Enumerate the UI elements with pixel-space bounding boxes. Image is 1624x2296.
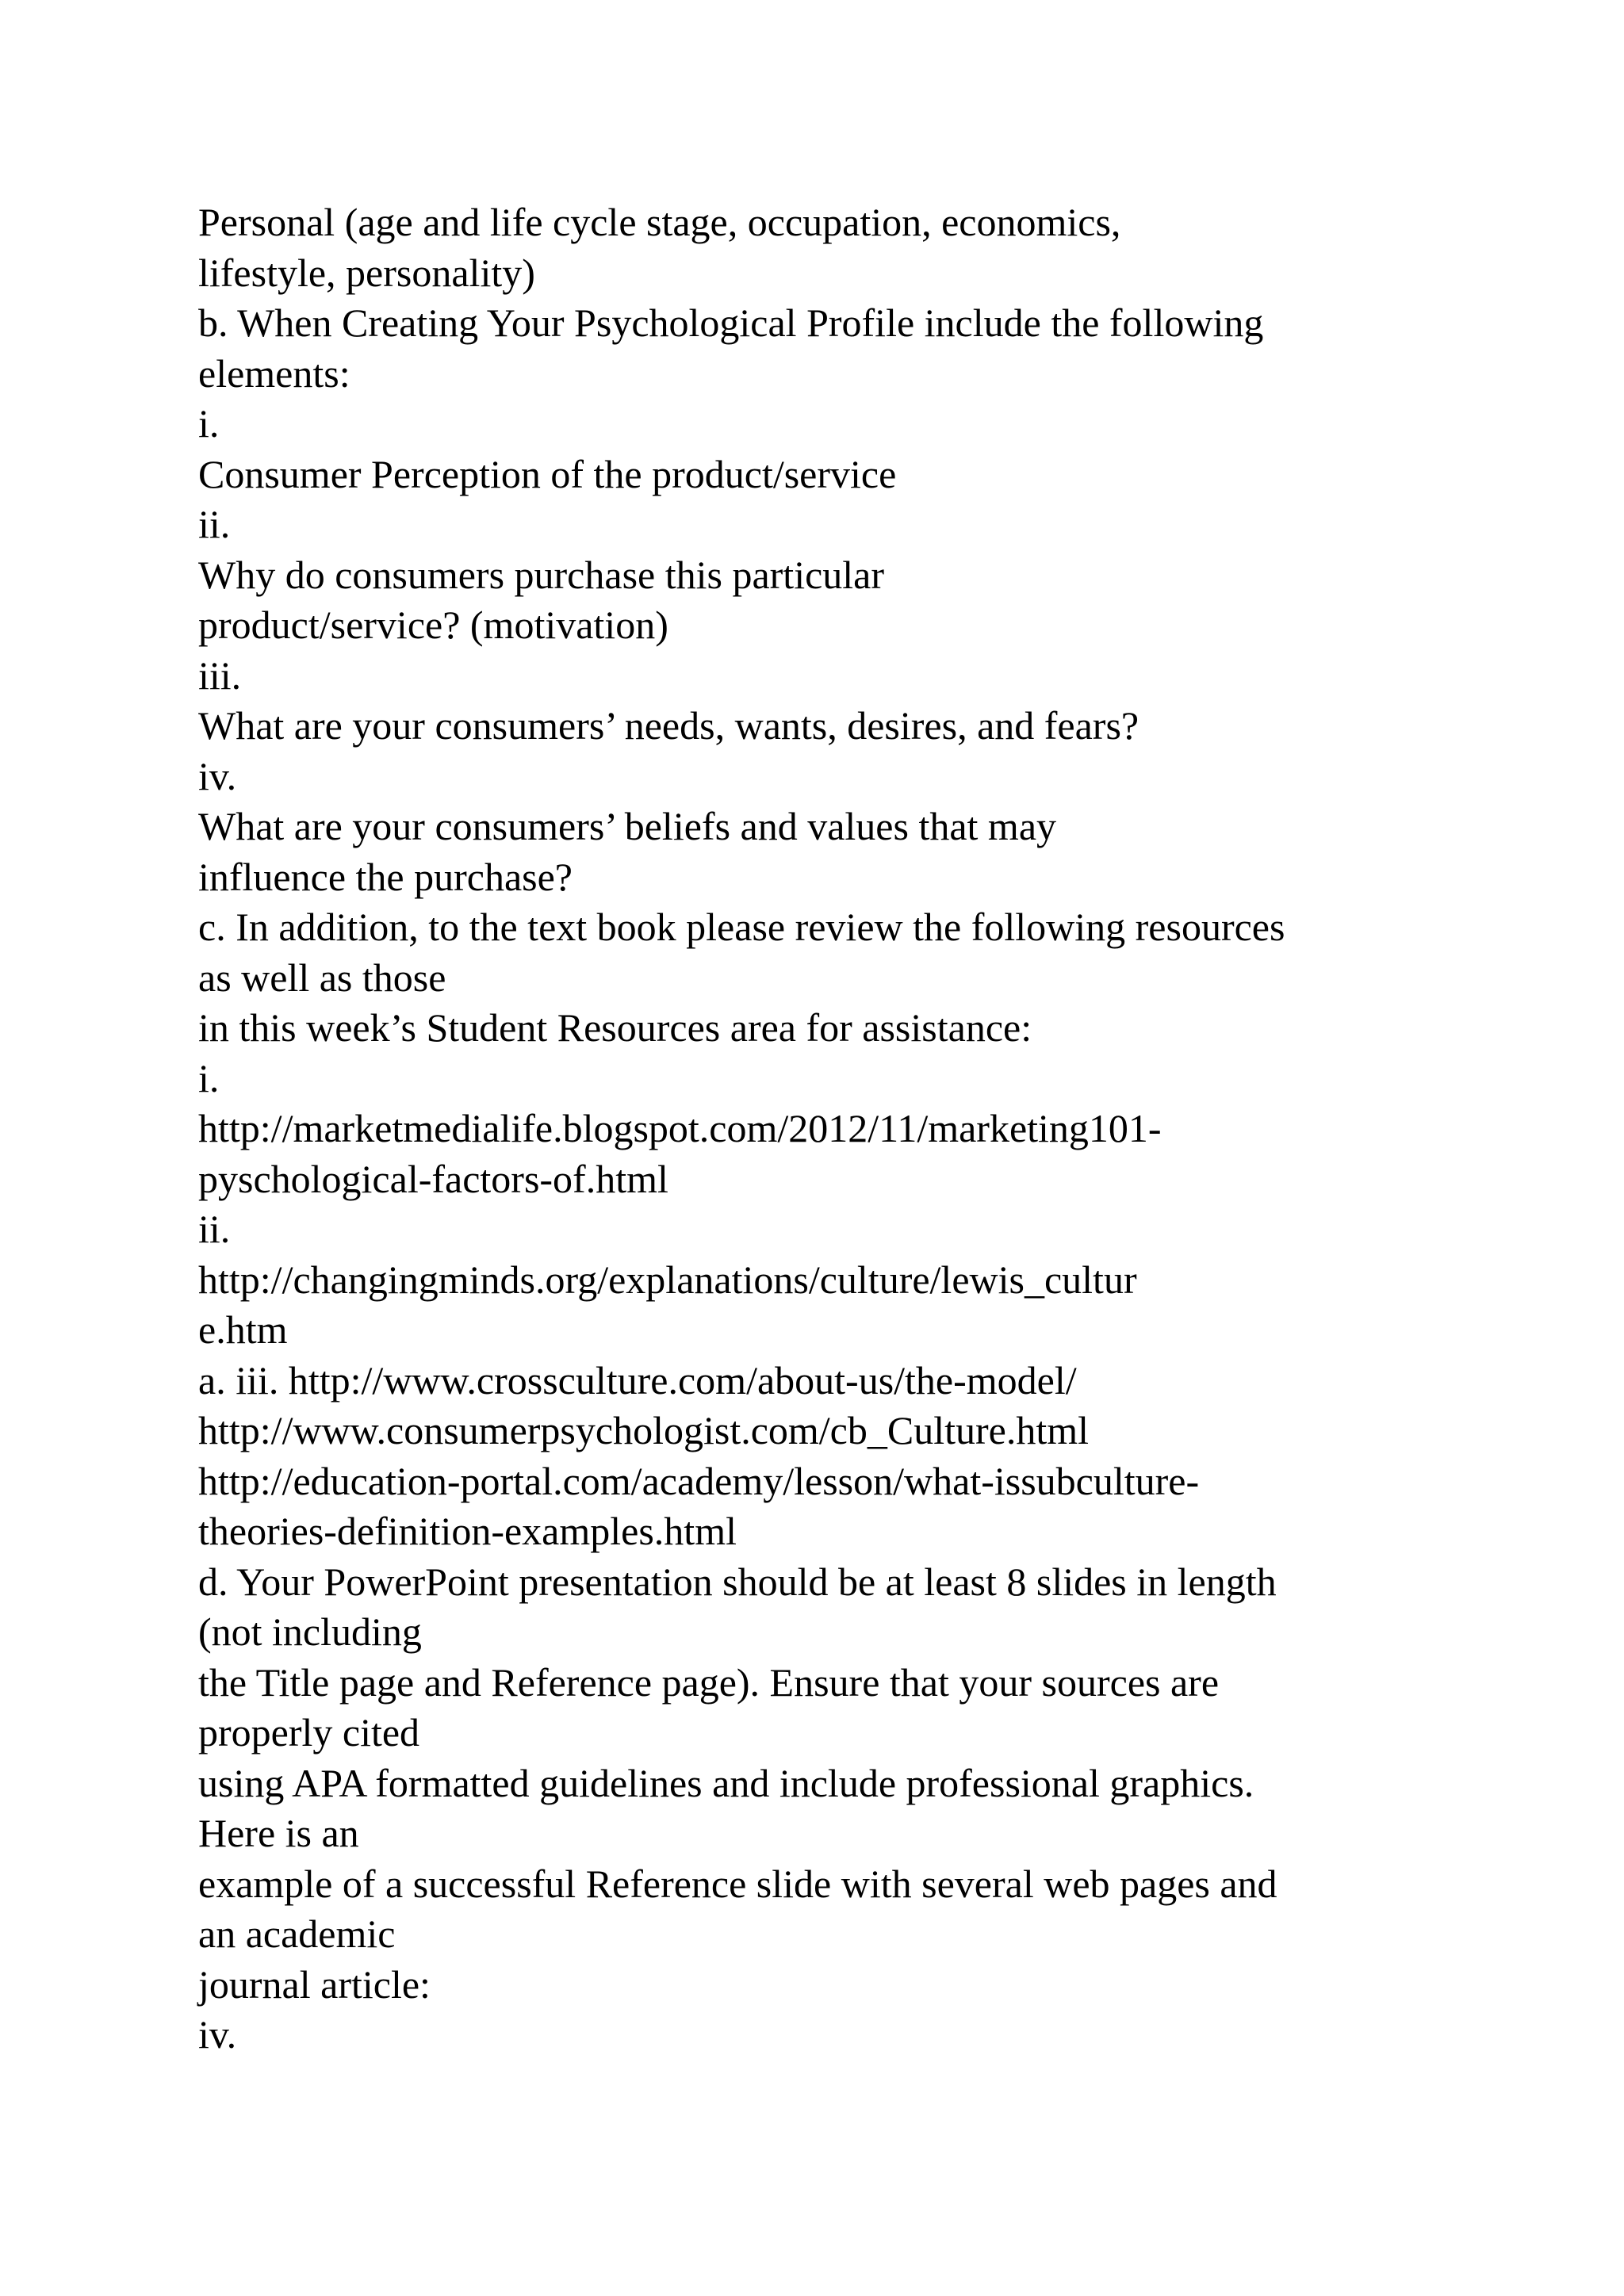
text-line: in this week’s Student Resources area for assistance: [198, 1005, 1032, 1050]
text-line: example of a successful Reference slide with several web pages and [198, 1861, 1277, 1906]
text-line: influence the purchase? [198, 854, 573, 899]
url-line: http://marketmedialife.blogspot.com/2012/11/marketing101- [198, 1106, 1162, 1150]
url-line: theories-definition-examples.html [198, 1509, 737, 1553]
text-line: What are your consumers’ needs, wants, desires, and fears? [198, 703, 1139, 748]
text-line: an academic [198, 1911, 396, 1956]
text-line: b. When Creating Your Psychological Profile include the following [198, 300, 1264, 345]
text-line: Personal (age and life cycle stage, occupation, economics, [198, 200, 1121, 244]
text-line: product/service? (motivation) [198, 603, 668, 647]
list-marker: iv. [198, 2012, 237, 2057]
url-line: http://changingminds.org/explanations/culture/lewis_cultur [198, 1257, 1137, 1302]
list-marker: iv. [198, 753, 237, 798]
text-line: d. Your PowerPoint presentation should be at least 8 slides in length [198, 1559, 1277, 1604]
url-line: http://education-portal.com/academy/lesson/what-issubculture- [198, 1458, 1200, 1503]
text-line: using APA formatted guidelines and include professional graphics. [198, 1760, 1254, 1805]
list-marker: i. [198, 1055, 220, 1100]
text-line: Why do consumers purchase this particular [198, 552, 885, 597]
list-marker: ii. [198, 502, 231, 546]
list-marker: ii. [198, 1207, 231, 1251]
text-line: lifestyle, personality) [198, 250, 535, 295]
text-line: (not including [198, 1609, 422, 1654]
list-marker: iii. [198, 652, 242, 698]
text-line: Here is an [198, 1811, 359, 1855]
text-line: What are your consumers’ beliefs and values that may [198, 804, 1057, 848]
url-line: e.htm [198, 1307, 288, 1352]
text-line: the Title page and Reference page). Ensure that your sources are [198, 1659, 1220, 1705]
text-line: c. In addition, to the text book please review the following resources [198, 905, 1285, 949]
text-line: as well as those [198, 955, 446, 1000]
url-line: a. iii. http://www.crossculture.com/about-us/the-model/ [198, 1357, 1077, 1402]
document-body [198, 197, 1499, 2061]
url-line: http://www.consumerpsychologist.com/cb_Culture.html [198, 1408, 1090, 1452]
text-line: elements: [198, 350, 350, 396]
text-line: properly cited [198, 1710, 420, 1755]
list-marker: i. [198, 401, 220, 446]
text-line: journal article: [198, 1961, 431, 2007]
url-line: pyschological-factors-of.html [198, 1156, 668, 1201]
text-line: Consumer Perception of the product/service [198, 451, 897, 496]
